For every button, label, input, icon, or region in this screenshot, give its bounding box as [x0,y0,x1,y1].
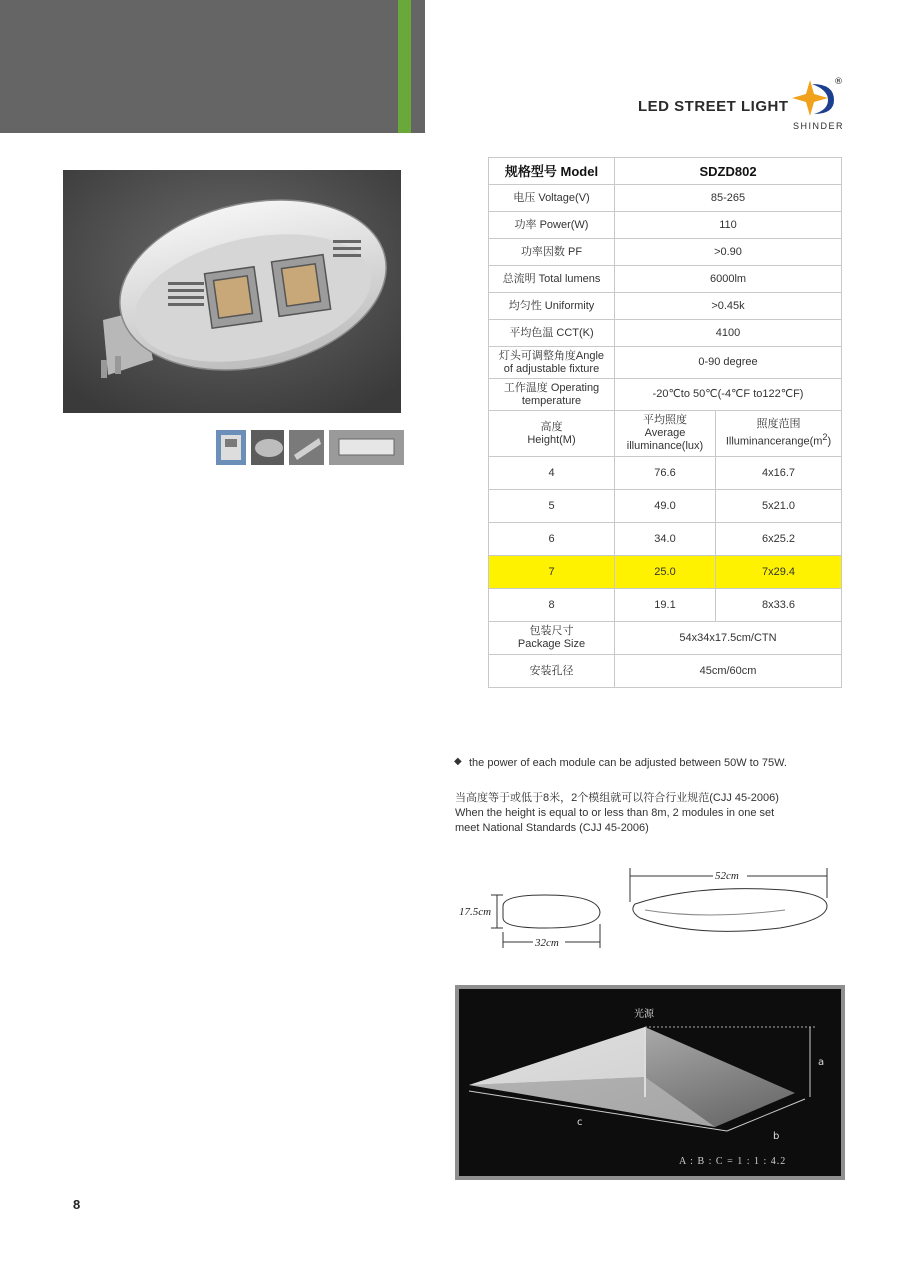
mount-value: 45cm/60cm [615,655,842,688]
table-row [489,239,842,266]
spec-label: 功率 Power(W) [489,212,615,239]
page-title: LED STREET LIGHT [638,98,789,115]
spec-label: 灯头可调整角度Angle of adjustable fixture [489,347,615,379]
header-accent-stripe [398,0,411,133]
highlighted-row: 7 25.0 7x29.4 [489,556,842,589]
table-row: 8 19.1 8x33.6 [489,589,842,622]
table-row: 6 34.0 6x25.2 [489,523,842,556]
package-label: 包装尺寸 Package Size [489,622,615,655]
spec-value: >0.90 [615,239,842,266]
spec-label: 均匀性 Uniformity [489,293,615,320]
bullet-icon: ◆ [454,756,462,767]
height-note-en-2: meet National Standards (CJJ 45-2006) [455,822,649,834]
package-row [489,622,842,655]
thumbnail-1[interactable] [216,430,246,465]
ratio-label: A : B : C = 1 : 1 : 4.2 [679,1156,787,1167]
registered-mark: ® [834,77,843,87]
power-note: the power of each module can be adjusted between 50W to 75W. [469,757,787,769]
brand-name: SHINDER [793,121,845,131]
page-number: 8 [73,1197,81,1212]
model-label: 规格型号 Model [489,158,615,185]
package-value: 54x34x17.5cm/CTN [615,622,842,655]
table-row [489,320,842,347]
spec-label: 工作温度 Operating temperature [489,379,615,411]
length-dimension-label: 52cm [715,870,739,882]
table-row: 4 76.6 4x16.7 [489,457,842,490]
label-b: b [773,1131,780,1142]
spec-label: 功率因数 PF [489,239,615,266]
table-row [489,379,842,411]
spec-value: 4100 [615,320,842,347]
table-row [489,347,842,379]
mount-label: 安装孔径 [489,655,615,688]
height-dimension-label: 17.5cm [459,906,492,918]
light-source-label: 光源 [634,1009,654,1020]
average-illuminance-header: 平均照度 Average illuminance(lux) [615,411,716,457]
thumbnail-4[interactable] [329,430,404,465]
spec-value: >0.45k [615,293,842,320]
table-row [489,266,842,293]
label-c: c [577,1117,583,1128]
spec-value: 110 [615,212,842,239]
mount-row [489,655,842,688]
dimension-drawing [455,862,850,954]
spec-label: 总流明 Total lumens [489,266,615,293]
beam-coverage-diagram [455,985,845,1180]
table-row [489,158,842,185]
height-note-cn: 当高度等于或低于8米，2个模组就可以符合行业规范(CJJ 45-2006) [455,792,779,804]
height-note-en-1: When the height is equal to or less than 8m, 2 modules in one set [455,807,775,819]
header-banner [0,0,425,133]
illuminance-header-row [489,411,842,457]
spec-table [488,157,842,688]
spec-label: 电压 Voltage(V) [489,185,615,212]
label-a: a [818,1057,825,1068]
product-photo [63,170,401,413]
spec-label: 平均色温 CCT(K) [489,320,615,347]
spec-value: 85-265 [615,185,842,212]
thumbnail-3[interactable] [289,430,324,465]
illuminance-range-header: 照度范围 $Illuminancerange(m^2)$ [716,411,842,457]
depth-dimension-label: 32cm [535,937,559,949]
spec-value: -20℃to 50℃(-4℃F to122℃F) [615,379,842,411]
table-row [489,212,842,239]
height-header: 高度 Height(M) [489,411,615,457]
thumbnail-2[interactable] [251,430,284,465]
spec-value: 0-90 degree [615,347,842,379]
table-row [489,185,842,212]
shinder-logo [790,74,842,122]
spec-value: 6000lm [615,266,842,293]
table-row: 5 49.0 5x21.0 [489,490,842,523]
model-value: SDZD802 [615,158,842,185]
table-row [489,293,842,320]
